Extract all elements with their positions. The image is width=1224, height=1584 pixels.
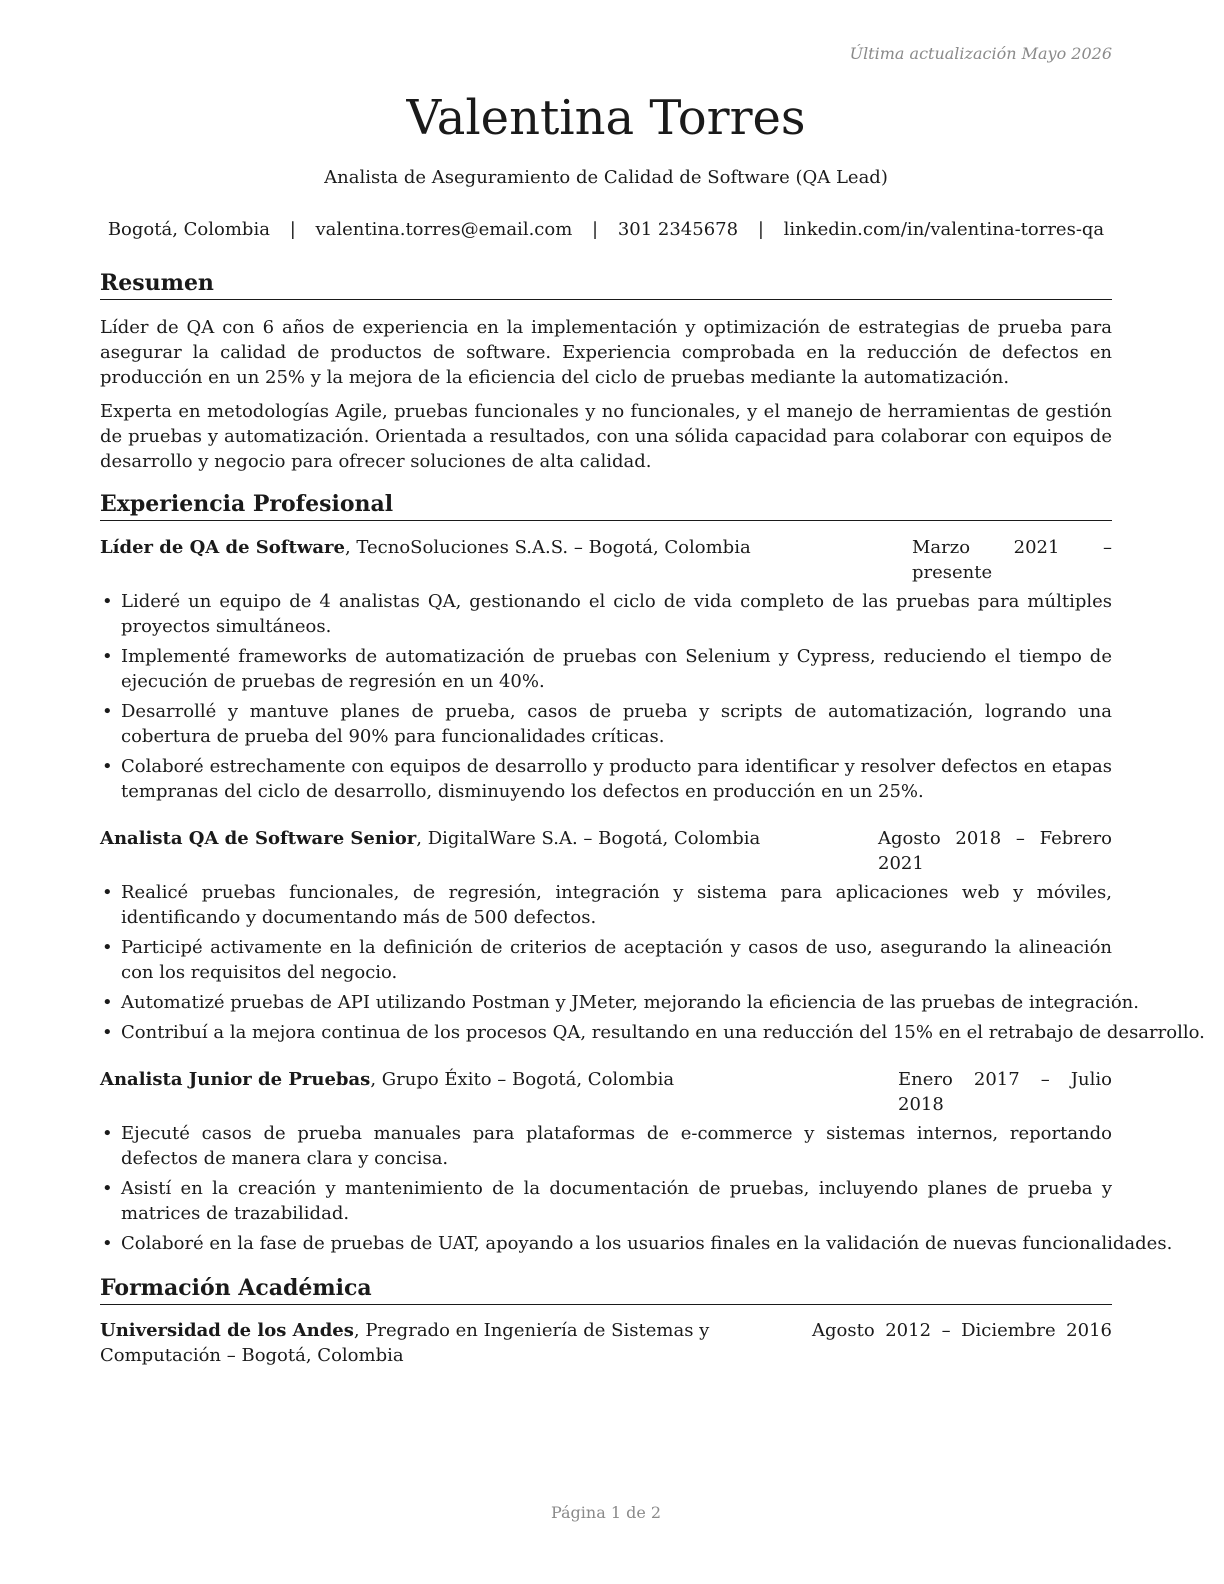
job-dates: Enero 2017 – Julio 2018 [898, 1069, 1112, 1115]
education-dates: Agosto 2012 – Diciembre 2016 [812, 1320, 1112, 1341]
contact-separator: | [592, 219, 599, 240]
summary-paragraph: Líder de QA con 6 años de experiencia en la implementación y optimización de estrategias de prueba para asegurar la calidad de productos de software. Experiencia comprobada en la reducción de defectos en producción en un 25% y la mejora de la eficiencia del ciclo de pruebas mediante la automatización. [100, 317, 1112, 388]
job-bullet: • Contribuí a la mejora continua de los procesos QA, resultando en una reducción del 15% en el retrabajo de desarrollo. [100, 1020, 1112, 1045]
education-institution: Universidad de los Andes [100, 1320, 354, 1341]
job-org: , DigitalWare S.A. – Bogotá, Colombia [416, 828, 761, 849]
contact-location: Bogotá, Colombia [107, 219, 270, 240]
job-bullets [100, 880, 1205, 1045]
job-bullet: • Desarrollé y mantuve planes de prueba, casos de prueba y scripts de automatización, logrando una cobertura de prueba del 90% para funcionalidades críticas. [100, 699, 1112, 749]
job-bullet: • Colaboré estrechamente con equipos de desarrollo y producto para identificar y resolver defectos en etapas tempranas del ciclo de desarrollo, disminuyendo los defectos en producción en un 25%. [100, 754, 1112, 804]
job-entry [100, 535, 1112, 804]
resume-content [100, 268, 1205, 1368]
job-bullet: • Participé activamente en la definición de criterios de aceptación y casos de uso, asegurando la alineación con los requisitos del negocio. [100, 935, 1112, 985]
job-position [100, 1067, 898, 1092]
job-title: Analista QA de Software Senior [100, 828, 417, 849]
contact-email[interactable]: valentina.torres@email.com [315, 219, 573, 240]
education-degree: , Pregrado en Ingeniería de Sistemas y Computación – Bogotá, Colombia [100, 1320, 710, 1366]
job-position [100, 535, 912, 560]
job-header [100, 826, 1112, 876]
resume-page [100, 0, 1205, 1584]
job-title: Líder de QA de Software [100, 537, 345, 558]
last-updated: Última actualización Mayo 2026 [849, 44, 1112, 63]
job-bullet: • Realicé pruebas funcionales, de regresión, integración y sistema para aplicaciones web y móviles, identificando y documentando más de 500 defectos. [100, 880, 1112, 930]
job-bullet: • Asistí en la creación y mantenimiento de la documentación de pruebas, incluyendo planes de prueba y matrices de trazabilidad. [100, 1176, 1112, 1226]
job-entry [100, 826, 1205, 1045]
job-org: , TecnoSoluciones S.A.S. – Bogotá, Colombia [344, 537, 751, 558]
experience-heading: Experiencia Profesional [100, 489, 1112, 521]
contact-line [100, 219, 1112, 240]
summary-heading: Resumen [100, 268, 1112, 300]
education-heading: Formación Académica [100, 1273, 1112, 1305]
contact-phone[interactable]: 301 2345678 [617, 219, 739, 240]
job-bullets [100, 589, 1112, 804]
candidate-role: Analista de Aseguramiento de Calidad de Software (QA Lead) [324, 167, 888, 188]
job-header [100, 1067, 1112, 1117]
candidate-name: Valentina Torres [406, 90, 806, 146]
job-bullet: • Lideré un equipo de 4 analistas QA, gestionando el ciclo de vida completo de las pruebas para múltiples proyectos simultáneos. [100, 589, 1112, 639]
summary-paragraph: Experta en metodologías Agile, pruebas funcionales y no funcionales, y el manejo de herramientas de gestión de pruebas y automatización. Orientada a resultados, con una sólida capacidad para colaborar con equipos de desarrollo y negocio para ofrecer soluciones de alta calidad. [100, 401, 1112, 472]
job-bullet: • Ejecuté casos de prueba manuales para plataformas de e-commerce y sistemas internos, reportando defectos de manera clara y concisa. [100, 1121, 1112, 1171]
page-number: Página 1 de 2 [550, 1503, 662, 1522]
job-dates: Agosto 2018 – Febrero 2021 [878, 828, 1112, 874]
education-section [100, 1273, 1112, 1368]
education-entry [100, 1318, 1112, 1368]
summary-section [100, 268, 1112, 474]
job-entry [100, 1067, 1173, 1256]
job-bullet: • Implementé frameworks de automatización de pruebas con Selenium y Cypress, reduciendo el tiempo de ejecución de pruebas de regresión en un 40%. [100, 644, 1112, 694]
job-bullet: • Colaboré en la fase de pruebas de UAT, apoyando a los usuarios finales en la validación de nuevas funcionalidades. [100, 1231, 1112, 1256]
job-position [100, 826, 878, 851]
contact-separator: | [757, 219, 764, 240]
job-bullet: • Automatizé pruebas de API utilizando Postman y JMeter, mejorando la eficiencia de las pruebas de integración. [100, 990, 1112, 1015]
contact-linkedin[interactable]: linkedin.com/in/valentina-torres-qa [783, 219, 1105, 240]
job-dates: Marzo 2021 – presente [912, 537, 1112, 583]
job-header [100, 535, 1112, 585]
education-degree-line [100, 1318, 812, 1368]
experience-section [100, 489, 1205, 1256]
summary-body [100, 315, 1112, 474]
job-title: Analista Junior de Pruebas [100, 1069, 371, 1090]
contact-separator: | [289, 219, 296, 240]
job-org: , Grupo Éxito – Bogotá, Colombia [370, 1069, 675, 1090]
job-bullets [100, 1121, 1173, 1256]
